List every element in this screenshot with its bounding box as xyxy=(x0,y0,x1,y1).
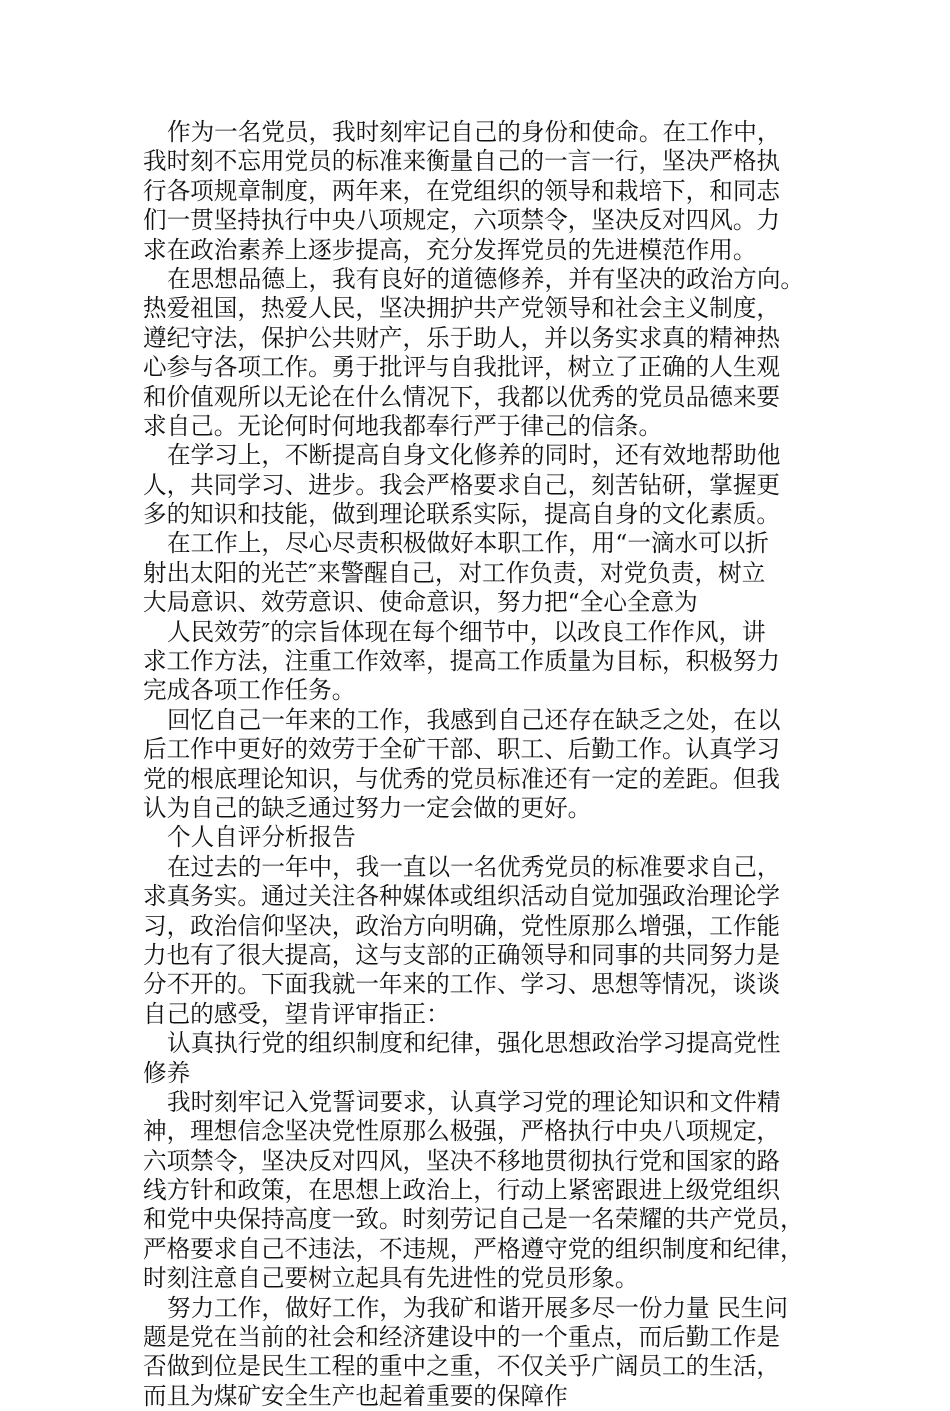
text-line: 我时刻牢记入党誓词要求，认真学习党的理论知识和文件精 xyxy=(167,1087,781,1116)
text-line: 心参与各项工作。勇于批评与自我批评，树立了正确的人生观 xyxy=(143,353,781,382)
text-line: 在思想品德上，我有良好的道德修养，并有坚决的政治方向。 xyxy=(167,264,805,293)
text-line: 们一贯坚持执行中央八项规定，六项禁令，坚决反对四风。力 xyxy=(143,206,781,235)
text-line: 多的知识和技能，做到理论联系实际，提高自身的文化素质。 xyxy=(143,500,781,529)
text-line: 自己的感受，望肯评审指正： xyxy=(143,999,450,1028)
text-line: 分不开的。下面我就一年来的工作、学习、思想等情况，谈谈 xyxy=(143,970,781,999)
text-line: 和党中央保持高度一致。时刻劳记自己是一名荣耀的共产党员， xyxy=(143,1205,804,1234)
text-line: 修养 xyxy=(143,1058,191,1087)
text-line: 大局意识、效劳意识、使命意识，努力把“全心全意为 xyxy=(143,588,698,617)
text-line: 热爱祖国，热爱人民，坚决拥护共产党领导和社会主义制度， xyxy=(143,294,781,323)
text-line: 习，政治信仰坚决，政治方向明确，党性原那么增强，工作能 xyxy=(143,911,781,940)
text-line: 党的根底理论知识，与优秀的党员标准还有一定的差距。但我 xyxy=(143,764,781,793)
text-line: 作为一名党员，我时刻牢记自己的身份和使命。在工作中， xyxy=(167,118,781,146)
text-line: 题是党在当前的社会和经济建设中的一个重点，而后勤工作是 xyxy=(143,1323,781,1352)
text-line: 行各项规章制度，两年来，在党组织的领导和栽培下，和同志 xyxy=(143,176,781,205)
document-body xyxy=(143,118,823,1411)
text-line: 在过去的一年中，我一直以一名优秀党员的标准要求自己， xyxy=(167,852,781,881)
text-line: 回忆自己一年来的工作，我感到自己还存在缺乏之处，在以 xyxy=(167,705,781,734)
text-line: 努力工作，做好工作，为我矿和谐开展多尽一份力量 民生问 xyxy=(167,1293,788,1322)
text-line: 严格要求自己不违法，不违规，严格遵守党的组织制度和纪律， xyxy=(143,1234,804,1263)
text-line: 神，理想信念坚决党性原那么极强，严格执行中央八项规定， xyxy=(143,1117,781,1146)
text-line: 后工作中更好的效劳于全矿干部、职工、后勤工作。认真学习 xyxy=(143,735,781,764)
text-line: 求在政治素养上逐步提高，充分发挥党员的先进模范作用。 xyxy=(143,235,757,264)
text-line: 完成各项工作任务。 xyxy=(143,676,356,705)
text-line: 和价值观所以无论在什么情况下，我都以优秀的党员品德来要 xyxy=(143,382,781,411)
text-line: 个人自评分析报告 xyxy=(167,823,356,852)
text-line: 射出太阳的光芒″来警醒自己，对工作负责，对党负责，树立 xyxy=(143,558,766,587)
text-line: 求工作方法，注重工作效率，提高工作质量为目标，积极努力 xyxy=(143,647,781,676)
text-line: 在学习上，不断提高自身文化修养的同时，还有效地帮助他 xyxy=(167,441,781,470)
text-line: 遵纪守法，保护公共财产，乐于助人，并以务实求真的精神热 xyxy=(143,323,781,352)
text-line: 我时刻不忘用党员的标准来衡量自己的一言一行，坚决严格执 xyxy=(143,147,781,176)
text-line: 求自己。无论何时何地我都奉行严于律己的信条。 xyxy=(143,411,663,440)
text-line: 时刻注意自己要树立起具有先进性的党员形象。 xyxy=(143,1264,639,1293)
text-line: 人，共同学习、进步。我会严格要求自己，刻苦钻研，掌握更 xyxy=(143,470,781,499)
text-line: 六项禁令，坚决反对四风，坚决不移地贯彻执行党和国家的路 xyxy=(143,1146,781,1175)
text-line: 线方针和政策，在思想上政治上，行动上紧密跟进上级党组织 xyxy=(143,1176,781,1205)
text-line: 在工作上，尽心尽责积极做好本职工作，用“一滴水可以折 xyxy=(167,529,769,558)
text-line: 认真执行党的组织制度和纪律，强化思想政治学习提高党性 xyxy=(167,1029,781,1058)
text-line: 而且为煤矿安全生产也起着重要的保障作 xyxy=(143,1381,568,1410)
text-line: 认为自己的缺乏通过努力一定会做的更好。 xyxy=(143,793,592,822)
text-line: 人民效劳″的宗旨体现在每个细节中，以改良工作作风，讲 xyxy=(167,617,766,646)
text-line: 否做到位是民生工程的重中之重，不仅关乎广阔员工的生活， xyxy=(143,1352,781,1381)
text-line: 求真务实。通过关注各种媒体或组织活动自觉加强政治理论学 xyxy=(143,882,781,911)
text-line: 力也有了很大提高，这与支部的正确领导和同事的共同努力是 xyxy=(143,940,781,969)
